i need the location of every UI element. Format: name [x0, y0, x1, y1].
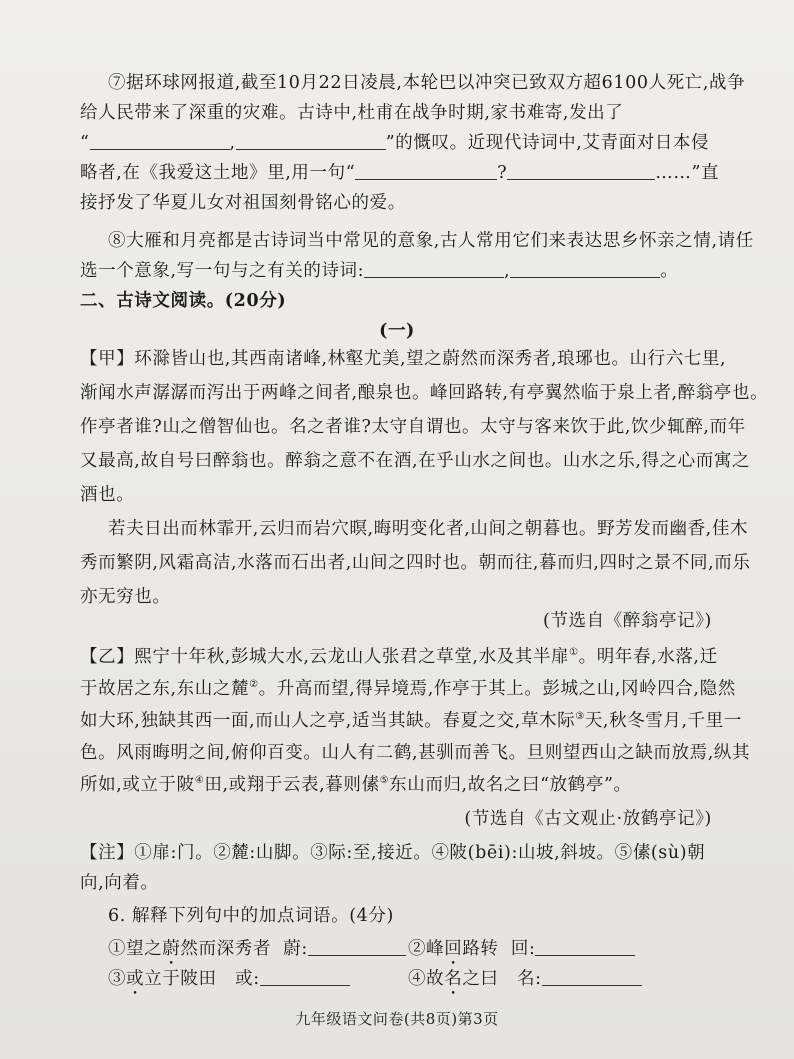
dotted-word-a: 蔚: [162, 939, 181, 959]
jia-line-8: 亦无穷也。: [80, 587, 171, 607]
answer-blank-6c[interactable]: [260, 967, 350, 986]
yi-line-3b: 天,秋冬雪月,千里一: [584, 711, 742, 731]
yi-line-5c: 东山而归,故名之曰“放鹤亭”。: [389, 775, 632, 795]
answer-blank-7b[interactable]: [236, 131, 386, 150]
q7-line-2: 给人民带来了深重的灾难。古诗中,杜甫在战争时期,家书难寄,发出了: [80, 103, 624, 123]
q6-a-post: 然而深秀者: [180, 939, 271, 959]
period: 。: [660, 261, 679, 281]
note-ref-1: ①: [569, 647, 579, 658]
yi-line-1a: 【乙】熙宁十年秋,彭城大水,云龙山人张君之草堂,水及其半扉: [80, 647, 570, 667]
q6-b-pre: ②峰: [408, 939, 445, 959]
q7-line-4-end: ……”直: [655, 163, 720, 183]
q6-d-pre: ④故: [408, 969, 445, 989]
jia-line-4: 又最高,故自号曰醉翁也。醉翁之意不在酒,在乎山水之间也。山水之乐,得之心而寓之: [80, 451, 751, 471]
yi-line-3a: 如大环,独缺其西一面,而山人之亭,适当其缺。春夏之交,草木际: [80, 711, 576, 731]
jia-line-7: 秀而繁阴,风霜高洁,水落而石出者,山间之四时也。朝而往,暮而归,四时之景不同,而乐: [80, 553, 751, 573]
comma: ,: [229, 133, 236, 153]
answer-blank-7c[interactable]: [355, 161, 497, 180]
q6-row-1: [108, 936, 720, 969]
answer-blank-6d[interactable]: [542, 967, 642, 986]
yi-line-5a: 所如,或立于陂: [80, 775, 195, 795]
comma: ,: [504, 261, 511, 281]
jia-source: (节选自《醉翁亭记》): [542, 611, 712, 631]
answer-blank-6b[interactable]: [535, 937, 635, 956]
jia-line-2: 渐闻水声潺潺而泻出于两峰之间者,酿泉也。峰回路转,有亭翼然临于泉上者,醉翁亭也。: [80, 383, 769, 403]
note-ref-5: ⑤: [379, 775, 390, 786]
note-ref-2: ②: [249, 679, 259, 690]
yi-line-1b: 。明年春,水落,迁: [578, 647, 718, 667]
q7-line-4: [80, 160, 720, 186]
answer-blank-8a[interactable]: [364, 259, 504, 278]
jia-line-5: 酒也。: [80, 485, 135, 505]
answer-blank-7d[interactable]: [507, 161, 655, 180]
q6-item-b: [408, 939, 635, 959]
note-ref-4: ④: [194, 775, 205, 786]
notes-line-2: 向,向着。: [80, 873, 159, 893]
q8-line-2-start: 选一个意象,写一句与之有关的诗词:: [80, 261, 365, 281]
dotted-word-c: 或: [126, 969, 145, 989]
q6-d-label: 名:: [517, 969, 542, 989]
answer-blank-6a[interactable]: [308, 937, 406, 956]
subsection-title: (一): [379, 321, 415, 341]
yi-line-1: [80, 644, 720, 670]
q7-line-3-end: ”的慨叹。近现代诗词中,艾青面对日本侵: [385, 133, 710, 153]
dotted-word-d: 名: [444, 969, 463, 989]
quote-open: “: [80, 133, 90, 153]
q8-line-1: ⑧大雁和月亮都是古诗词当中常见的意象,古人常用它们来表达思乡怀亲之情,请任: [108, 231, 754, 251]
jia-line-6: 若夫日出而林霏开,云归而岩穴暝,晦明变化者,山间之朝暮也。野芳发而幽香,佳木: [108, 519, 749, 539]
q6-a-pre: ①望之: [108, 939, 163, 959]
q6-b-post: 路转: [462, 939, 499, 959]
answer-blank-8b[interactable]: [510, 259, 660, 278]
q6-c-post: 立于陂田: [144, 969, 217, 989]
q6-a-label: 蔚:: [283, 939, 308, 959]
q6-item-a: [108, 936, 408, 969]
question-mark: ?: [497, 163, 508, 183]
q6-row-2: [108, 966, 720, 999]
q7-line-4-start: 略者,在《我爱这土地》里,用一句“: [80, 163, 356, 183]
q7-line-5: 接抒发了华夏儿女对祖国刻骨铭心的爱。: [80, 193, 406, 213]
notes-line-1: 【注】①扉:门。②麓:山脚。③际:至,接近。④陂(bēi):山坡,斜坡。⑤傃(sù)朝: [80, 843, 706, 863]
page-footer: 九年级语文问卷(共8页)第3页: [295, 1010, 499, 1028]
section-title: 二、古诗文阅读。(20分): [80, 291, 287, 311]
jia-line-1: 【甲】环滁皆山也,其西南诸峰,林壑尤美,望之蔚然而深秀者,琅琊也。山行六七里,: [80, 349, 727, 369]
q6-item-d: [408, 969, 642, 989]
q6-title: 6. 解释下列句中的加点词语。(4分): [108, 906, 394, 926]
q6-item-c: [108, 966, 408, 999]
note-ref-3: ③: [575, 711, 585, 722]
answer-blank-7a[interactable]: [90, 131, 230, 150]
q6-d-post: 之曰: [462, 969, 499, 989]
yi-line-2: [80, 676, 736, 702]
yi-line-4: 色。风雨晦明之间,俯仰百变。山人有二鹤,甚驯而善飞。旦则望西山之缺而放焉,纵其: [80, 743, 751, 763]
q6-c-label: 或:: [235, 969, 260, 989]
dotted-word-b: 回: [444, 939, 463, 959]
q7-line-3: [80, 130, 720, 156]
yi-source: (节选自《古文观止·放鹤亭记》): [464, 809, 712, 829]
q6-c-pre: ③: [108, 969, 127, 989]
q7-line-1: ⑦据环球网报道,截至10月22日凌晨,本轮巴以冲突已致双方超6100人死亡,战争: [108, 73, 746, 93]
yi-line-2b: 。升高而望,得异境焉,作亭于其上。彭城之山,冈岭四合,隐然: [258, 679, 736, 699]
yi-line-5b: 田,或翔于云表,暮则傃: [204, 775, 380, 795]
q6-b-label: 回:: [510, 939, 536, 959]
yi-line-3: [80, 708, 742, 734]
yi-line-2a: 于故居之东,东山之麓: [80, 679, 250, 699]
q8-line-2: [80, 258, 720, 284]
yi-line-5: [80, 772, 720, 798]
jia-line-3: 作亭者谁?山之僧智仙也。名之者谁?太守自谓也。太守与客来饮于此,饮少辄醉,而年: [80, 417, 746, 437]
